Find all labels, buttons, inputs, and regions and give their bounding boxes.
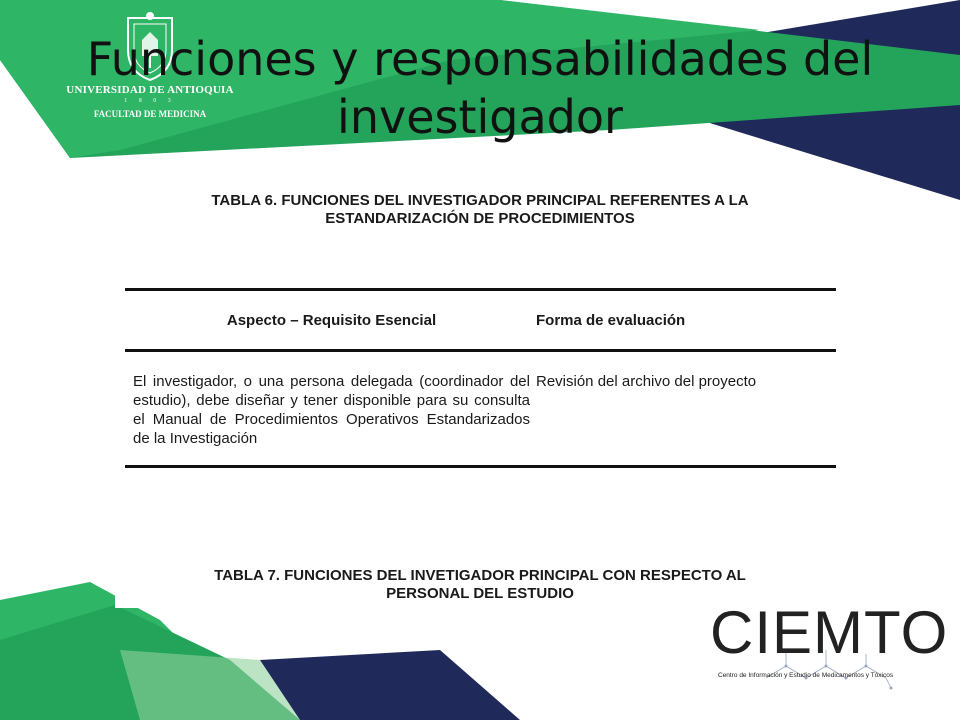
table-row bbox=[125, 352, 836, 465]
table7-caption bbox=[130, 567, 830, 603]
ciemto-wordmark: CIEMTO bbox=[710, 599, 949, 666]
header-evaluation: Forma de evaluación bbox=[536, 311, 686, 329]
ciemto-logo bbox=[706, 599, 949, 690]
university-name: UNIVERSIDAD DE ANTIOQUIA bbox=[66, 84, 234, 96]
table7-caption-line2: PERSONAL DEL ESTUDIO bbox=[386, 585, 574, 602]
table6-caption bbox=[130, 192, 830, 228]
header-aspect: Aspecto – Requisito Esencial bbox=[226, 311, 437, 329]
table6 bbox=[125, 288, 836, 468]
faculty-name: FACULTAD DE MEDICINA bbox=[93, 109, 207, 119]
university-year: 1 8 0 3 bbox=[124, 98, 176, 104]
slide-title: Funciones y responsabilidades del investigador bbox=[86, 32, 874, 144]
table-header-row bbox=[125, 291, 836, 352]
table6-caption-line1: TABLA 6. FUNCIONES DEL INVESTIGADOR PRINCIPAL REFERENTES A LA bbox=[211, 192, 749, 209]
ciemto-subtitle: Centro de Información y Estudio de Medicamentos y Tóxicos bbox=[718, 672, 894, 679]
table7-caption-line1: TABLA 7. FUNCIONES DEL INVETIGADOR PRINCIPAL CON RESPECTO AL bbox=[214, 567, 746, 584]
cell-evaluation: Revisión del archivo del proyecto bbox=[536, 373, 757, 390]
table6-caption-line2: ESTANDARIZACIÓN DE PROCEDIMIENTOS bbox=[325, 210, 635, 227]
cell-aspect: El investigador, o una persona delegada (coordinador del estudio), debe diseñar y tener disponible para su consulta el Manual de Procedimientos Operativos Estandarizados de la Investigación bbox=[133, 373, 530, 447]
